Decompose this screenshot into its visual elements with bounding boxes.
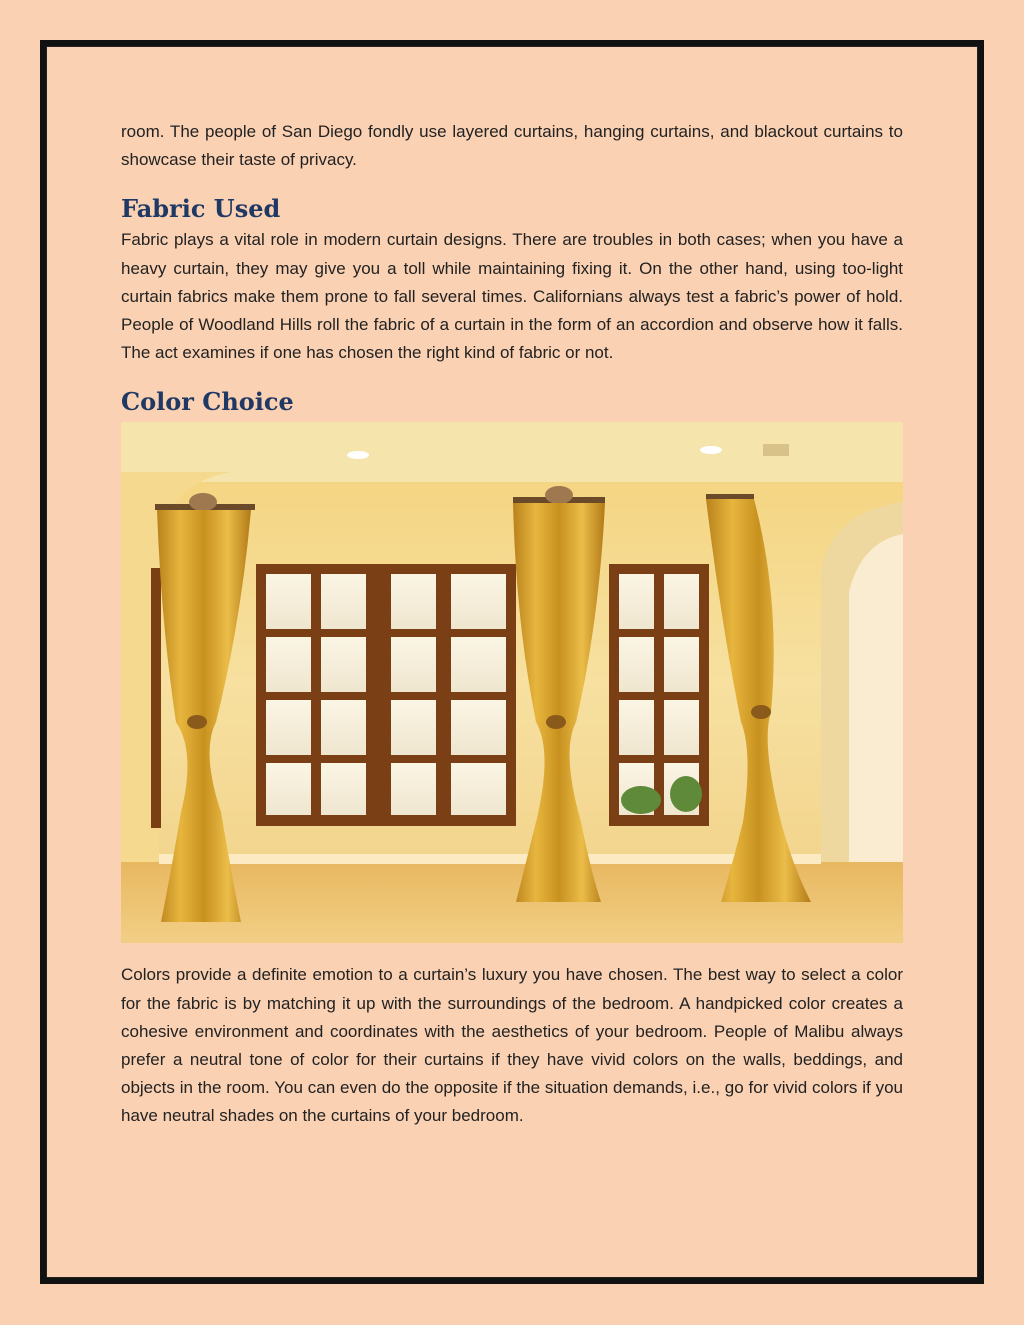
fabric-paragraph: Fabric plays a vital role in modern curtain designs. There are troubles in both cases; when you have a heavy curtain, they may give you a toll while maintaining fixing it. On the other hand, using too-light curtain fabrics make them prone to fall several times. Californians always test a fabric’s power of hold. People of Woodland Hills roll the fabric of a curtain in the form of an accordion and observe how it falls. The act examines if one has chosen the right kind of fabric or not. bbox=[121, 230, 903, 363]
intro-paragraph: room. The people of San Diego fondly use layered curtains, hanging curtains, and blackout curtains to showcase their taste of privacy. bbox=[121, 122, 903, 170]
document-body bbox=[121, 118, 903, 1131]
heading-fabric-used: Fabric Used bbox=[121, 194, 281, 224]
heading-color-choice: Color Choice bbox=[121, 387, 294, 417]
color-paragraph: Colors provide a definite emotion to a curtain’s luxury you have chosen. The best way to select a color for the fabric is by matching it up with the surroundings of the bedroom. A handpicked color creates a cohesive environment and coordinates with the aesthetics of your bedroom. People of Malibu always prefer a neutral tone of color for their curtains if they have vivid colors on the walls, beddings, and objects in the room. You can even do the opposite if the situation demands, i.e., go for vivid colors if you have neutral shades on the curtains of your bedroom. bbox=[121, 965, 903, 1126]
curtain-room-photo bbox=[121, 422, 903, 943]
